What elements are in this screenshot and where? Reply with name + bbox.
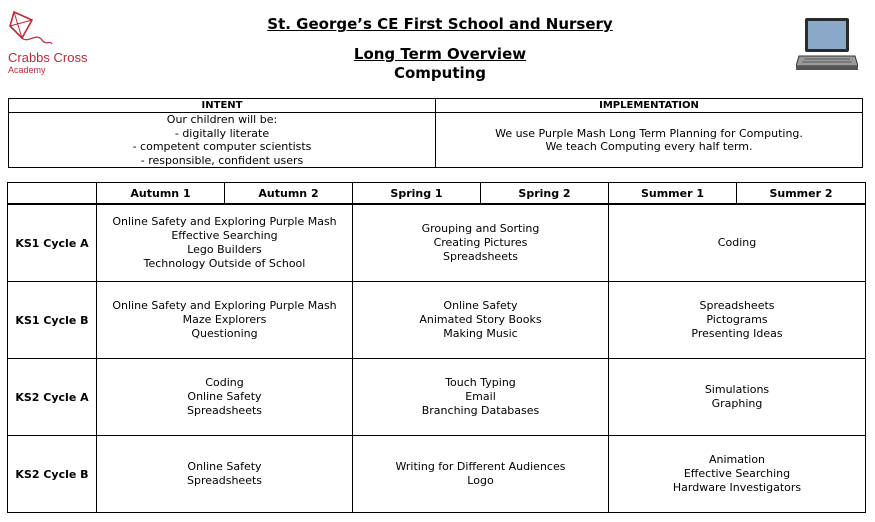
school-title: St. George’s CE First School and Nursery bbox=[267, 15, 613, 33]
summer-topics-cell bbox=[609, 282, 866, 359]
intent-line: - competent computer scientists bbox=[132, 140, 312, 153]
topic-item: Effective Searching bbox=[171, 229, 278, 242]
kite-icon bbox=[6, 10, 54, 52]
table-row bbox=[8, 359, 866, 436]
table-row bbox=[8, 436, 866, 513]
topic-item: Spreadsheets bbox=[442, 250, 519, 263]
implementation-cell bbox=[436, 113, 863, 168]
topic-item: Technology Outside of School bbox=[143, 257, 306, 270]
topic-item: Touch Typing bbox=[445, 376, 516, 389]
cycle-label: KS1 Cycle A bbox=[8, 204, 97, 282]
intent-implementation-table bbox=[8, 98, 863, 168]
topic-item: Animated Story Books bbox=[419, 313, 542, 326]
topic-item: Creating Pictures bbox=[433, 236, 528, 249]
intent-line: - responsible, confident users bbox=[140, 153, 304, 167]
topic-item: Graphing bbox=[711, 397, 763, 410]
document-title: Long Term Overview bbox=[353, 45, 527, 63]
summer-topics-cell bbox=[609, 436, 866, 513]
topic-item: Email bbox=[465, 390, 496, 403]
autumn-topics-cell bbox=[97, 204, 353, 282]
cycle-label: KS1 Cycle B bbox=[8, 282, 97, 359]
implementation-line: We use Purple Mash Long Term Planning for Computing. bbox=[495, 126, 803, 140]
term-header: Spring 1 bbox=[353, 183, 481, 205]
term-header: Autumn 2 bbox=[225, 183, 353, 205]
autumn-topics-cell bbox=[97, 436, 353, 513]
laptop-icon bbox=[796, 16, 858, 72]
long-term-overview-table bbox=[7, 182, 866, 513]
topic-item: Writing for Different Audiences bbox=[395, 460, 566, 473]
topic-item: Spreadsheets bbox=[699, 299, 775, 312]
topic-item: Questioning bbox=[191, 327, 258, 340]
topic-item: Hardware Investigators bbox=[672, 481, 802, 494]
intent-line: - digitally literate bbox=[174, 126, 270, 140]
topic-item: Online Safety and Exploring Purple Mash bbox=[112, 215, 337, 228]
topic-item: Presenting Ideas bbox=[691, 327, 783, 340]
implementation-line: We teach Computing every half term. bbox=[545, 140, 753, 153]
topic-item: Grouping and Sorting bbox=[421, 222, 540, 235]
spring-topics-cell bbox=[353, 359, 609, 436]
implementation-heading: IMPLEMENTATION bbox=[436, 99, 863, 113]
subject-title: Computing bbox=[393, 64, 487, 82]
term-header: Summer 1 bbox=[609, 183, 737, 205]
summer-topics-cell bbox=[609, 204, 866, 282]
topic-item: Pictograms bbox=[706, 313, 768, 326]
topic-item: Spreadsheets bbox=[186, 404, 263, 417]
term-header: Summer 2 bbox=[737, 183, 866, 205]
summer-topics-cell bbox=[609, 359, 866, 436]
overview-rows bbox=[8, 204, 866, 513]
autumn-topics-cell bbox=[97, 359, 353, 436]
topic-item: Online Safety bbox=[443, 299, 518, 312]
school-logo bbox=[6, 10, 116, 80]
topic-item: Making Music bbox=[443, 327, 518, 340]
topic-item: Online Safety bbox=[187, 390, 262, 403]
table-row bbox=[8, 204, 866, 282]
topic-item: Animation bbox=[708, 453, 766, 466]
term-header: Autumn 1 bbox=[97, 183, 225, 205]
logo-name: Crabbs Cross bbox=[8, 50, 88, 65]
topic-item: Spreadsheets bbox=[186, 474, 263, 487]
topic-item: Lego Builders bbox=[187, 243, 262, 256]
topic-item: Branching Databases bbox=[421, 404, 540, 417]
topic-item: Effective Searching bbox=[683, 467, 791, 480]
cycle-label: KS2 Cycle B bbox=[8, 436, 97, 513]
topic-item: Coding bbox=[717, 236, 757, 249]
intent-cell bbox=[9, 113, 436, 168]
corner-cell bbox=[8, 183, 97, 205]
spring-topics-cell bbox=[353, 436, 609, 513]
table-row bbox=[8, 282, 866, 359]
topic-item: Logo bbox=[467, 474, 494, 487]
cycle-label: KS2 Cycle A bbox=[8, 359, 97, 436]
intent-line: Our children will be: bbox=[166, 113, 278, 126]
intent-heading: INTENT bbox=[9, 99, 436, 113]
topic-item: Maze Explorers bbox=[182, 313, 267, 326]
spring-topics-cell bbox=[353, 282, 609, 359]
spring-topics-cell bbox=[353, 204, 609, 282]
topic-item: Online Safety and Exploring Purple Mash bbox=[112, 299, 337, 312]
term-header: Spring 2 bbox=[481, 183, 609, 205]
autumn-topics-cell bbox=[97, 282, 353, 359]
topic-item: Coding bbox=[205, 376, 244, 389]
logo-subtitle: Academy bbox=[8, 65, 46, 75]
topic-item: Online Safety bbox=[187, 460, 262, 473]
topic-item: Simulations bbox=[704, 383, 770, 396]
